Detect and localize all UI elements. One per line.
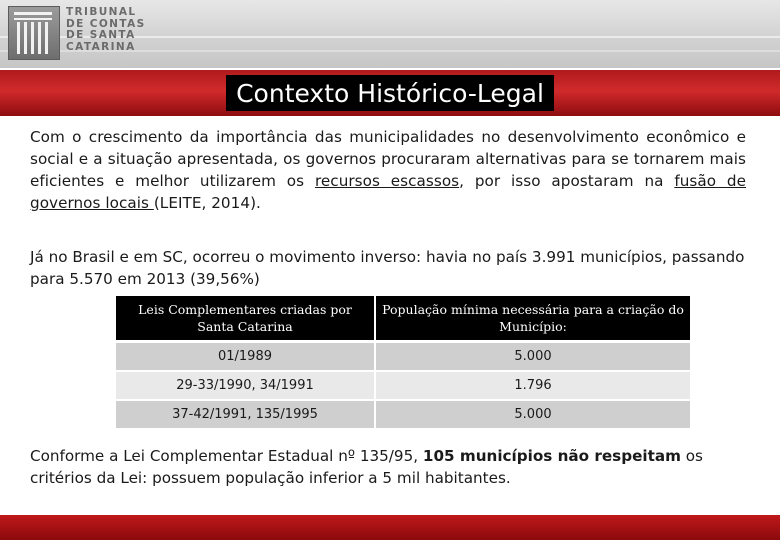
table-row: [116, 400, 691, 429]
table-cell-populacao: 5.000: [375, 400, 691, 429]
paragraph-brasil: Já no Brasil e em SC, ocorreu o movimento inverso: havia no país 3.991 municípios, passando para 5.570 em 2013 (39,56%): [30, 248, 745, 288]
p1-text: (LEITE, 2014).: [153, 194, 261, 212]
org-line: CATARINA: [66, 40, 136, 53]
org-name: [66, 7, 156, 53]
laws-table: [116, 296, 692, 430]
p1-text: Com o crescimento da importância das municipalidades no desenvolvimento econômico e social e a situação apresentada, os governos procuraram alternativas para se tornarem mais eficientes e melhor utilizarem os: [30, 128, 746, 190]
org-line: DE CONTAS: [66, 17, 146, 30]
tce-logo-icon: [8, 6, 60, 60]
table-header-leis: Leis Complementares criadas por Santa Catarina: [116, 296, 375, 342]
table-cell-populacao: 1.796: [375, 371, 691, 400]
table-cell-lei: 01/1989: [116, 342, 375, 372]
paragraph-conclusao: [30, 445, 760, 489]
table-row: [116, 371, 691, 400]
slide-title: Contexto Histórico-Legal: [236, 79, 544, 108]
p3-text: Conforme a Lei Complementar Estadual nº 135/95,: [30, 447, 423, 465]
table-row: [116, 342, 691, 372]
p3-bold-municipios: 105 municípios não respeitam: [422, 447, 681, 465]
table-header-populacao: População mínima necessária para a criação do Município:: [375, 296, 691, 342]
p1-underline-recursos: recursos escassos: [314, 172, 460, 190]
paragraph-context: [30, 126, 746, 214]
footer-band: [0, 515, 780, 540]
org-line: DE SANTA: [66, 29, 136, 41]
org-line: TRIBUNAL: [66, 6, 137, 18]
table-cell-lei: 29-33/1990, 34/1991: [116, 371, 375, 400]
table-cell-populacao: 5.000: [375, 342, 691, 372]
p1-underline-fusao: fusão de governos locais: [30, 172, 747, 212]
p3-text: os critérios da Lei: possuem população inferior a 5 mil habitantes.: [30, 447, 703, 487]
p1-text: , por isso apostaram na: [459, 172, 675, 190]
table-header-row: [116, 296, 691, 342]
table-cell-lei: 37-42/1991, 135/1995: [116, 400, 375, 429]
